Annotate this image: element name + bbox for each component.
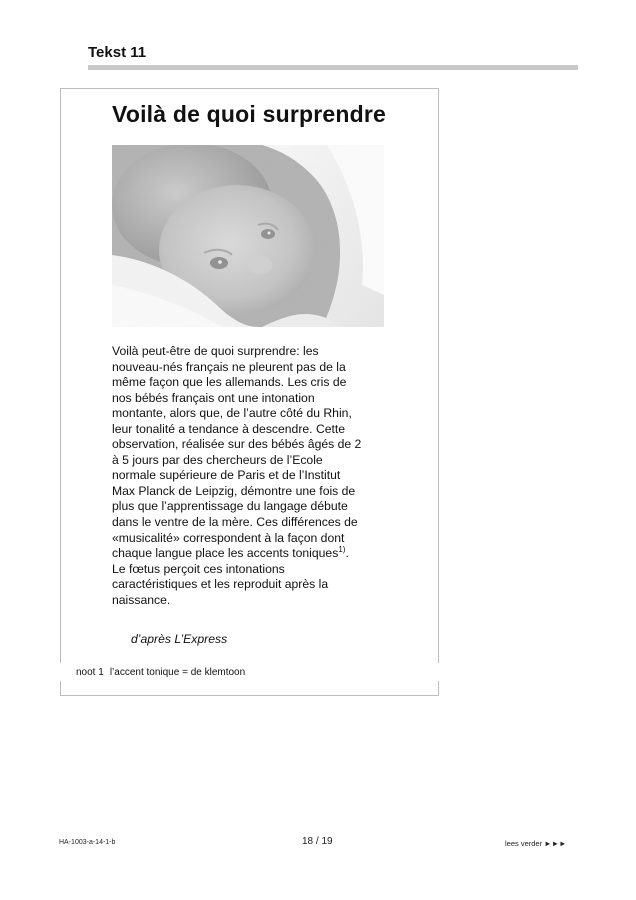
footnote-text: l’accent tonique = de klemtoon bbox=[109, 667, 246, 678]
footnote-label: noot 1 bbox=[76, 667, 104, 678]
section-title: Tekst 11 bbox=[88, 44, 147, 61]
article-body-continued: . Le fœtus perçoit ces intonations caractéristiques et les reproduit après la naissance. bbox=[112, 546, 349, 607]
article-body-text: Voilà peut-être de quoi surprendre: les nouveau-nés français ne pleurent pas de la même façon que les allemands. Les cris de nos bébés français ont une intonation montante, alors que, de l’autre côté du Rhin, leur tonalité a tendance à descendre. Cette observation, réalisée sur des bébés âgés de 2 à 5 jours par des chercheurs de l’Ecole normale supérieure de Paris et de l’Institut Max Planck de Leipzig, démontre une fois de plus que l’apprentissage du langage débute dans le ventre de la mère. Ces différences de «musicalité» correspondent à la façon dont chaque langue place les accents toniques bbox=[112, 344, 362, 561]
article-headline: Voilà de quoi surprendre bbox=[112, 101, 387, 127]
newborn-photo bbox=[112, 145, 384, 327]
continue-indicator: lees verder ►►► bbox=[505, 839, 567, 848]
article-source: d’après L’Express bbox=[131, 632, 228, 646]
footer-code: HA-1003-a-14-1-b bbox=[59, 839, 116, 846]
page-number: 18 / 19 bbox=[302, 836, 333, 847]
title-rule bbox=[88, 65, 578, 70]
footnote bbox=[76, 667, 245, 678]
footnote-ref: 1) bbox=[338, 545, 346, 555]
article-body bbox=[112, 344, 397, 608]
